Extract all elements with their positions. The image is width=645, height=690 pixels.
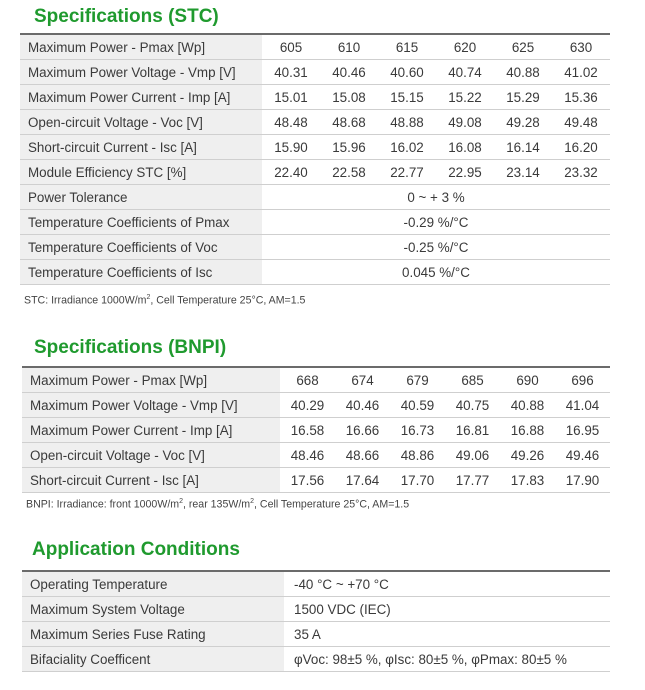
row-label: Operating Temperature	[22, 571, 284, 597]
stc-row-efficiency	[20, 160, 610, 185]
cell-value: 696	[555, 367, 610, 393]
note-text: BNPI: Irradiance: front 1000W/m	[26, 498, 180, 511]
row-label: Maximum Power Voltage - Vmp [V]	[22, 393, 280, 418]
bnpi-row-pmax	[22, 367, 610, 393]
note-superscript: 2	[250, 498, 255, 505]
cell-value: 16.02	[378, 135, 436, 160]
bnpi-footnote	[26, 498, 409, 511]
cell-value: 40.88	[494, 60, 552, 85]
cell-value: 49.26	[500, 443, 555, 468]
row-label: Bifaciality Coefficent	[22, 647, 284, 672]
stc-spec-table	[20, 33, 610, 285]
cell-value: 40.88	[500, 393, 555, 418]
cell-value: 15.90	[262, 135, 320, 160]
cell-value: 40.59	[390, 393, 445, 418]
row-label: Maximum Series Fuse Rating	[22, 622, 284, 647]
cell-value: 40.46	[335, 393, 390, 418]
cell-value: 16.14	[494, 135, 552, 160]
cell-value: 49.46	[555, 443, 610, 468]
cell-value: -0.25 %/°C	[262, 235, 610, 260]
note-text: , Cell Temperature 25°C, AM=1.5	[254, 498, 410, 511]
bnpi-row-isc	[22, 468, 610, 493]
app-row-bifaciality	[22, 647, 610, 672]
cell-value: 22.95	[436, 160, 494, 185]
cell-value: 23.14	[494, 160, 552, 185]
cell-value: 17.70	[390, 468, 445, 493]
cell-value: 15.15	[378, 85, 436, 110]
cell-value: 15.01	[262, 85, 320, 110]
cell-value: 685	[445, 367, 500, 393]
stc-row-imp	[20, 85, 610, 110]
cell-value: 0.045 %/°C	[262, 260, 610, 285]
row-label: Power Tolerance	[20, 185, 262, 210]
note-text: , Cell Temperature 25°C, AM=1.5	[150, 294, 306, 307]
cell-value: 17.90	[555, 468, 610, 493]
stc-row-power-tolerance	[20, 185, 610, 210]
cell-value: 605	[262, 34, 320, 60]
cell-value: 23.32	[552, 160, 610, 185]
stc-row-temp-coef-isc	[20, 260, 610, 285]
cell-value: 48.88	[378, 110, 436, 135]
row-label: Open-circuit Voltage - Voc [V]	[22, 443, 280, 468]
stc-row-voc	[20, 110, 610, 135]
cell-value: φVoc: 98±5 %, φIsc: 80±5 %, φPmax: 80±5 %	[284, 647, 610, 672]
note-superscript: 2	[146, 294, 151, 301]
cell-value: 40.31	[262, 60, 320, 85]
stc-row-temp-coef-pmax	[20, 210, 610, 235]
row-label: Temperature Coefficients of Isc	[20, 260, 262, 285]
row-label: Short-circuit Current - Isc [A]	[20, 135, 262, 160]
cell-value: 0 ~ + 3 %	[262, 185, 610, 210]
cell-value: 620	[436, 34, 494, 60]
cell-value: 16.58	[280, 418, 335, 443]
cell-value: 17.64	[335, 468, 390, 493]
stc-footnote	[24, 294, 305, 307]
cell-value: 22.40	[262, 160, 320, 185]
bnpi-row-imp	[22, 418, 610, 443]
row-label: Temperature Coefficients of Pmax	[20, 210, 262, 235]
cell-value: 40.75	[445, 393, 500, 418]
cell-value: 48.66	[335, 443, 390, 468]
bnpi-row-voc	[22, 443, 610, 468]
cell-value: -0.29 %/°C	[262, 210, 610, 235]
stc-row-temp-coef-voc	[20, 235, 610, 260]
app-section-title: Application Conditions	[32, 539, 240, 560]
cell-value: 15.22	[436, 85, 494, 110]
cell-value: 16.81	[445, 418, 500, 443]
cell-value: 16.88	[500, 418, 555, 443]
cell-value: 40.60	[378, 60, 436, 85]
note-superscript: 2	[179, 498, 183, 505]
cell-value: 17.83	[500, 468, 555, 493]
cell-value: 22.77	[378, 160, 436, 185]
app-row-operating-temperature	[22, 571, 610, 597]
cell-value: 16.08	[436, 135, 494, 160]
stc-row-pmax	[20, 34, 610, 60]
cell-value: 625	[494, 34, 552, 60]
cell-value: 16.73	[390, 418, 445, 443]
note-text: STC: Irradiance 1000W/m	[24, 294, 147, 307]
cell-value: 49.48	[552, 110, 610, 135]
row-label: Short-circuit Current - Isc [A]	[22, 468, 280, 493]
bnpi-spec-table	[22, 366, 610, 493]
cell-value: 35 A	[284, 622, 610, 647]
row-label: Module Efficiency STC [%]	[20, 160, 262, 185]
cell-value: 40.46	[320, 60, 378, 85]
cell-value: 17.56	[280, 468, 335, 493]
bnpi-row-vmp	[22, 393, 610, 418]
row-label: Open-circuit Voltage - Voc [V]	[20, 110, 262, 135]
stc-section-title: Specifications (STC)	[34, 6, 219, 27]
cell-value: 49.08	[436, 110, 494, 135]
cell-value: 41.04	[555, 393, 610, 418]
cell-value: 15.29	[494, 85, 552, 110]
row-label: Maximum System Voltage	[22, 597, 284, 622]
cell-value: 15.36	[552, 85, 610, 110]
cell-value: 679	[390, 367, 445, 393]
note-text: , rear 135W/m	[183, 498, 251, 511]
cell-value: 49.28	[494, 110, 552, 135]
cell-value: -40 °C ~ +70 °C	[284, 571, 610, 597]
bnpi-section-title: Specifications (BNPI)	[34, 337, 227, 358]
cell-value: 1500 VDC (IEC)	[284, 597, 610, 622]
cell-value: 48.86	[390, 443, 445, 468]
cell-value: 22.58	[320, 160, 378, 185]
row-label: Maximum Power Current - Imp [A]	[22, 418, 280, 443]
cell-value: 615	[378, 34, 436, 60]
app-conditions-table	[22, 570, 610, 672]
cell-value: 690	[500, 367, 555, 393]
app-row-max-system-voltage	[22, 597, 610, 622]
app-row-max-series-fuse	[22, 622, 610, 647]
cell-value: 49.06	[445, 443, 500, 468]
cell-value: 674	[335, 367, 390, 393]
cell-value: 16.66	[335, 418, 390, 443]
row-label: Temperature Coefficients of Voc	[20, 235, 262, 260]
stc-row-vmp	[20, 60, 610, 85]
cell-value: 17.77	[445, 468, 500, 493]
cell-value: 15.08	[320, 85, 378, 110]
cell-value: 40.74	[436, 60, 494, 85]
cell-value: 48.68	[320, 110, 378, 135]
cell-value: 48.46	[280, 443, 335, 468]
row-label: Maximum Power Voltage - Vmp [V]	[20, 60, 262, 85]
cell-value: 16.95	[555, 418, 610, 443]
cell-value: 610	[320, 34, 378, 60]
cell-value: 41.02	[552, 60, 610, 85]
stc-row-isc	[20, 135, 610, 160]
row-label: Maximum Power - Pmax [Wp]	[22, 367, 280, 393]
cell-value: 48.48	[262, 110, 320, 135]
cell-value: 40.29	[280, 393, 335, 418]
row-label: Maximum Power - Pmax [Wp]	[20, 34, 262, 60]
cell-value: 630	[552, 34, 610, 60]
cell-value: 668	[280, 367, 335, 393]
cell-value: 15.96	[320, 135, 378, 160]
cell-value: 16.20	[552, 135, 610, 160]
row-label: Maximum Power Current - Imp [A]	[20, 85, 262, 110]
